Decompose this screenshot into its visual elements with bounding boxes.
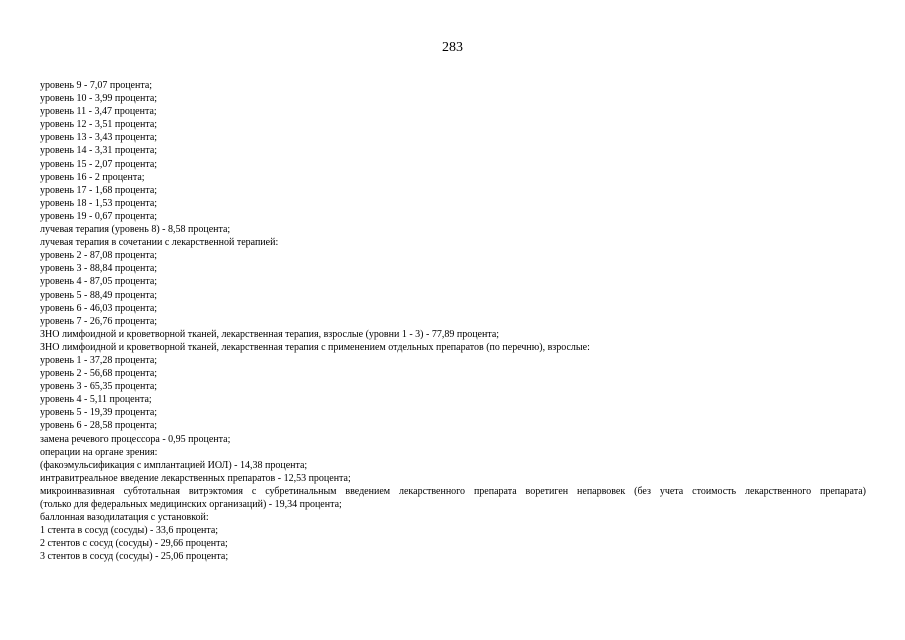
text-line: уровень 6 - 46,03 процента;: [40, 302, 158, 314]
text-line: уровень 9 - 7,07 процента;: [40, 80, 153, 91]
text-line: уровень 11 - 3,47 процента;: [40, 106, 157, 118]
text-line: лучевая терапия в сочетании с лекарственной терапией:: [40, 237, 279, 249]
text-line: уровень 4 - 5,11 процента;: [40, 394, 152, 406]
text-line: уровень 5 - 88,49 процента;: [40, 289, 158, 301]
text-line: лучевая терапия (уровень 8) - 8,58 процента;: [40, 224, 231, 236]
text-line: уровень 18 - 1,53 процента;: [40, 197, 158, 209]
text-line: уровень 16 - 2 процента;: [40, 171, 145, 183]
text-line: баллонная вазодилатация с установкой:: [40, 512, 209, 524]
text-line: операции на органе зрения:: [40, 446, 158, 458]
text-line: ЗНО лимфоидной и кроветворной тканей, лекарственная терапия, взрослые (уровни 1 - 3) - 77,89 процента;: [40, 328, 500, 340]
text-line: 1 стента в сосуд (сосуды) - 33,6 процента;: [40, 525, 219, 537]
text-line: уровень 10 - 3,99 процента;: [40, 93, 158, 105]
text-line: уровень 13 - 3,43 процента;: [40, 132, 158, 144]
text-line: уровень 1 - 37,28 процента;: [40, 354, 158, 366]
text-line: интравитреальное введение лекарственных препаратов - 12,53 процента;: [40, 472, 351, 484]
text-line: уровень 6 - 28,58 процента;: [40, 420, 158, 432]
text-line: 3 стентов в сосуд (сосуды) - 25,06 процента;: [40, 551, 229, 563]
text-line: уровень 7 - 26,76 процента;: [40, 315, 158, 327]
text-line: уровень 5 - 19,39 процента;: [40, 407, 158, 419]
text-line: уровень 15 - 2,07 процента;: [40, 158, 158, 170]
text-line: уровень 2 - 56,68 процента;: [40, 368, 158, 380]
page-number: 283: [442, 40, 463, 55]
text-line: уровень 3 - 65,35 процента;: [40, 381, 158, 393]
text-line: уровень 17 - 1,68 процента;: [40, 184, 158, 196]
text-line: 2 стентов с сосуд (сосуды) - 29,66 процента;: [40, 538, 228, 550]
text-line: замена речевого процессора - 0,95 процента;: [40, 433, 231, 445]
text-line: (факоэмульсификация с имплантацией ИОЛ) - 14,38 процента;: [40, 459, 308, 471]
document-body: [40, 79, 866, 563]
text-line: уровень 4 - 87,05 процента;: [40, 276, 158, 288]
text-line: уровень 3 - 88,84 процента;: [40, 263, 158, 275]
text-line: уровень 14 - 3,31 процента;: [40, 145, 158, 157]
text-line: ЗНО лимфоидной и кроветворной тканей, лекарственная терапия с применением отдельных препаратов (по перечню), взрослые:: [40, 341, 590, 353]
text-line: уровень 2 - 87,08 процента;: [40, 250, 158, 262]
text-line: уровень 12 - 3,51 процента;: [40, 119, 158, 131]
text-line: (только для федеральных медицинских организаций) - 19,34 процента;: [40, 499, 342, 510]
text-line: микроинвазивная субтотальная витрэктомия с субретинальным введением лекарственного препарата воретиген непарвовек (без учета стоимость лекарственного препарата): [40, 485, 866, 497]
text-line: уровень 19 - 0,67 процента;: [40, 210, 158, 222]
